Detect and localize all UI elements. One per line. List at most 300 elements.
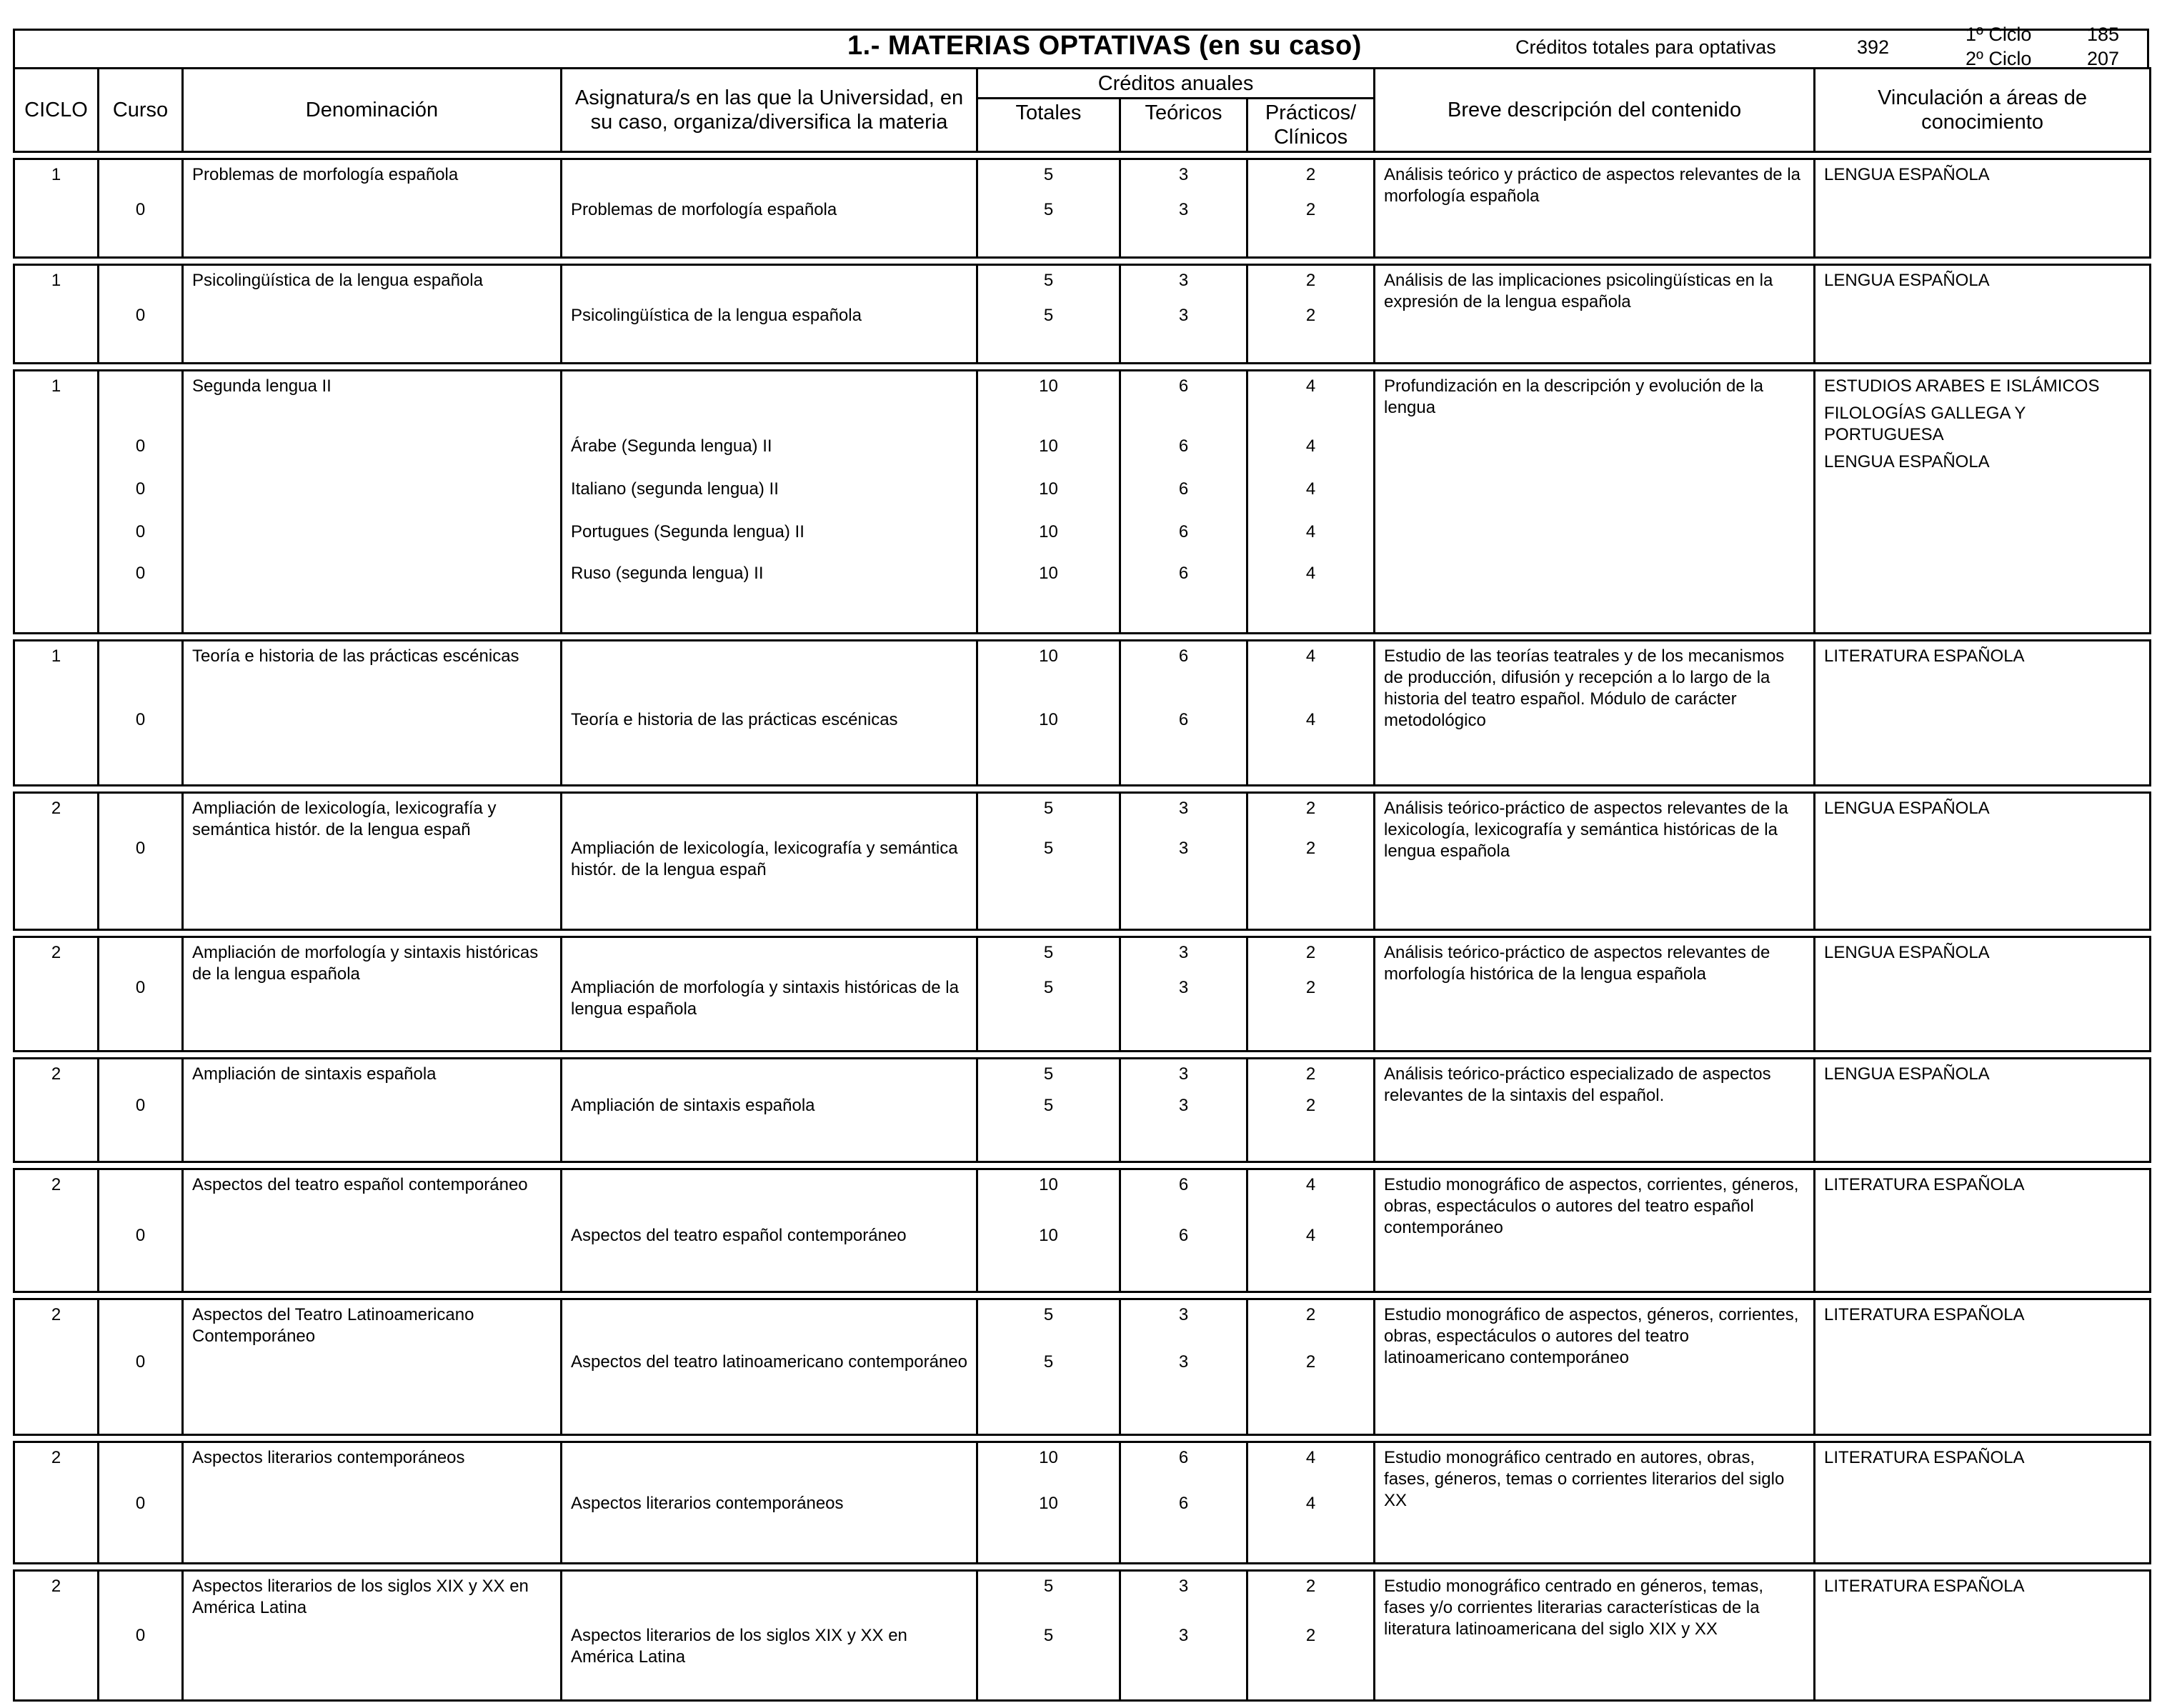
cell-ciclo [14,1442,99,1564]
ciclo-value: 2 [51,799,61,818]
sub-credit-teoricos: 6 [1178,436,1189,456]
asignatura-name: Problemas de morfología española [571,200,837,219]
sub-credit-teoricos: 3 [1178,1626,1189,1645]
cell-practicos [1247,159,1375,258]
materia-name: Segunda lengua II [192,376,332,396]
cell-practicos [1247,793,1375,930]
descripcion-text: Análisis de las implicaciones psicolingüísticas en la expresión de la lengua española [1384,271,1773,311]
sub-credit-teoricos: 6 [1178,564,1189,583]
materia-name: Psicolingüística de la lengua española [192,271,483,290]
area-conocimiento: FILOLOGÍAS GALLEGA Y PORTUGUESA [1824,404,2026,444]
materia-row [14,265,2151,364]
cell-totales [977,371,1120,634]
materias-table [13,67,2151,1708]
sub-credit-totales: 5 [1043,1096,1054,1115]
row-gap [14,1052,2151,1059]
area-conocimiento: LENGUA ESPAÑOLA [1824,943,1990,962]
sub-credit-totales: 5 [1043,1352,1054,1372]
credit-teoricos: 3 [1178,799,1189,818]
sub-credit-practicos: 2 [1305,1626,1316,1645]
materia-row [14,793,2151,930]
cell-ciclo [14,793,99,930]
cell-vinculacion [1815,371,2151,634]
sub-credit-practicos: 2 [1305,1096,1316,1115]
credit-totales: 5 [1043,1064,1054,1084]
cell-curso [99,1571,183,1701]
curso-value: 0 [135,1226,146,1245]
cell-ciclo [14,371,99,634]
header-totales: Totales [977,99,1120,152]
asignatura-name: Psicolingüística de la lengua española [571,306,862,325]
cell-totales [977,159,1120,258]
credit-teoricos: 6 [1178,1175,1189,1194]
row-gap [14,1435,2151,1442]
credit-totales: 10 [1039,1448,1058,1467]
ciclo-value: 1 [51,271,61,290]
cell-descripcion [1375,1299,1815,1435]
descripcion-text: Profundización en la descripción y evolución de la lengua [1384,376,1764,417]
sub-credit-totales: 10 [1039,710,1058,729]
cell-curso [99,937,183,1052]
row-gap [14,1292,2151,1299]
descripcion-text: Análisis teórico-práctico de aspectos relevantes de morfología histórica de la lengua española [1384,943,1770,984]
cell-ciclo [14,1299,99,1435]
credit-practicos: 2 [1305,271,1316,290]
cell-asignatura [562,1059,977,1162]
materias-body [14,159,2151,1708]
header-creditos-anuales: Créditos anuales [977,69,1375,99]
curso-value: 0 [135,564,146,583]
sub-credit-teoricos: 6 [1178,1226,1189,1245]
cell-denominacion [183,1442,562,1564]
area-conocimiento: LENGUA ESPAÑOLA [1824,1064,1990,1084]
row-gap-cell [14,1435,2151,1442]
asignatura-name: Ampliación de lexicología, lexicografía y semántica histór. de la lengua españ [571,839,958,879]
asignatura-name: Ruso (segunda lengua) II [571,564,764,583]
cell-teoricos [1120,1059,1247,1162]
sub-credit-teoricos: 6 [1178,479,1189,499]
cell-teoricos [1120,937,1247,1052]
cell-vinculacion [1815,1059,2151,1162]
sub-credit-practicos: 2 [1305,839,1316,858]
materia-row [14,1571,2151,1701]
credit-practicos: 2 [1305,1064,1316,1084]
curso-value: 0 [135,1096,146,1115]
materia-row [14,641,2151,786]
cell-totales [977,1442,1120,1564]
credit-practicos: 2 [1305,1577,1316,1596]
row-gap [14,930,2151,937]
materia-row [14,1442,2151,1564]
cell-denominacion [183,371,562,634]
cell-vinculacion [1815,793,2151,930]
cell-curso [99,1299,183,1435]
row-gap-cell [14,634,2151,641]
sub-credit-totales: 5 [1043,200,1054,219]
materia-name: Aspectos literarios contemporáneos [192,1448,465,1467]
sub-credit-teoricos: 6 [1178,710,1189,729]
cell-curso [99,265,183,364]
cell-denominacion [183,1299,562,1435]
cell-vinculacion [1815,1442,2151,1564]
area-conocimiento: LITERATURA ESPAÑOLA [1824,646,2025,666]
descripcion-text: Análisis teórico-práctico de aspectos relevantes de la lexicología, lexicografía y semántica históricas de la lengua española [1384,799,1788,861]
sub-credit-teoricos: 6 [1178,1494,1189,1513]
materia-name: Aspectos literarios de los siglos XIX y XX en América Latina [192,1577,529,1617]
curso-value: 0 [135,1494,146,1513]
sub-credit-practicos: 4 [1305,522,1316,541]
materia-row [14,159,2151,258]
materia-row [14,1299,2151,1435]
header-teoricos: Teóricos [1120,99,1247,152]
cell-descripcion [1375,1169,1815,1292]
materia-name: Ampliación de sintaxis española [192,1064,437,1084]
cell-denominacion [183,793,562,930]
cell-teoricos [1120,641,1247,786]
curso-value: 0 [135,839,146,858]
sub-credit-totales: 10 [1039,479,1058,499]
materia-name: Aspectos del teatro español contemporáneo [192,1175,528,1194]
cell-ciclo [14,159,99,258]
asignatura-name: Portugues (Segunda lengua) II [571,522,804,541]
cell-descripcion [1375,937,1815,1052]
materia-row [14,1059,2151,1162]
header-ciclo: CICLO [14,69,99,152]
cell-curso [99,159,183,258]
credit-teoricos: 6 [1178,1448,1189,1467]
cell-vinculacion [1815,1571,2151,1701]
cell-totales [977,1169,1120,1292]
cell-descripcion [1375,265,1815,364]
cell-descripcion [1375,793,1815,930]
document-page [13,24,2149,1667]
materia-name: Ampliación de morfología y sintaxis históricas de la lengua española [192,943,539,984]
row-gap [14,786,2151,793]
asignatura-name: Ampliación de sintaxis española [571,1096,815,1115]
credit-totales: 10 [1039,376,1058,396]
cell-denominacion [183,1059,562,1162]
cell-ciclo [14,641,99,786]
credit-teoricos: 3 [1178,1577,1189,1596]
credit-practicos: 4 [1305,376,1316,396]
sub-credit-teoricos: 3 [1178,1352,1189,1372]
row-gap-cell [14,786,2151,793]
row-gap-cell [14,1701,2151,1708]
cell-practicos [1247,1059,1375,1162]
area-conocimiento: LENGUA ESPAÑOLA [1824,271,1990,290]
curso-value: 0 [135,436,146,456]
credit-teoricos: 6 [1178,376,1189,396]
sub-credit-teoricos: 3 [1178,839,1189,858]
credit-teoricos: 3 [1178,943,1189,962]
sub-credit-practicos: 4 [1305,1494,1316,1513]
cell-teoricos [1120,1442,1247,1564]
cell-denominacion [183,1169,562,1292]
cell-totales [977,1299,1120,1435]
descripcion-text: Análisis teórico y práctico de aspectos relevantes de la morfología española [1384,165,1801,206]
cell-curso [99,371,183,634]
asignatura-name: Aspectos del teatro latinoamericano contemporáneo [571,1352,967,1372]
descripcion-text: Estudio de las teorías teatrales y de los mecanismos de producción, difusión y recepción a lo largo de la historia del teatro español. Módulo de carácter metodológico [1384,646,1785,730]
cell-curso [99,793,183,930]
credit-practicos: 4 [1305,1448,1316,1467]
asignatura-name: Árabe (Segunda lengua) II [571,436,772,456]
cell-teoricos [1120,1571,1247,1701]
cell-curso [99,641,183,786]
cell-totales [977,1059,1120,1162]
cell-denominacion [183,937,562,1052]
credit-teoricos: 6 [1178,646,1189,666]
cell-totales [977,265,1120,364]
credit-totales: 5 [1043,799,1054,818]
asignatura-name: Teoría e historia de las prácticas escénicas [571,710,898,729]
cycle2-value: 207 [2087,48,2120,69]
cell-descripcion [1375,1442,1815,1564]
cell-teoricos [1120,159,1247,258]
descripcion-text: Análisis teórico-práctico especializado de aspectos relevantes de la sintaxis del español. [1384,1064,1771,1105]
curso-value: 0 [135,200,146,219]
cell-vinculacion [1815,937,2151,1052]
credit-practicos: 2 [1305,165,1316,184]
row-gap [14,258,2151,265]
sub-credit-teoricos: 3 [1178,200,1189,219]
cycle1-label: 1º Ciclo [1966,24,2032,45]
sub-credit-totales: 5 [1043,839,1054,858]
cell-descripcion [1375,1059,1815,1162]
area-conocimiento: LITERATURA ESPAÑOLA [1824,1175,2025,1194]
credit-totales: 5 [1043,165,1054,184]
descripcion-text: Estudio monográfico de aspectos, géneros, corrientes, obras, espectáculos o autores del teatro latinoamericano contemporáneo [1384,1305,1799,1367]
sub-credit-totales: 5 [1043,1626,1054,1645]
cell-teoricos [1120,793,1247,930]
cell-asignatura [562,937,977,1052]
header-curso: Curso [99,69,183,152]
asignatura-name: Ampliación de morfología y sintaxis históricas de la lengua española [571,978,959,1019]
area-conocimiento: ESTUDIOS ARABES E ISLÁMICOS [1824,376,2100,396]
sub-credit-practicos: 2 [1305,306,1316,325]
cell-practicos [1247,1299,1375,1435]
cell-teoricos [1120,1299,1247,1435]
credit-teoricos: 3 [1178,165,1189,184]
header-denominacion: Denominación [183,69,562,152]
cycle2-label: 2º Ciclo [1966,48,2032,69]
sub-credit-practicos: 4 [1305,1226,1316,1245]
cell-ciclo [14,265,99,364]
ciclo-value: 2 [51,1064,61,1084]
ciclo-value: 1 [51,646,61,666]
row-gap-cell [14,1162,2151,1169]
cell-curso [99,1442,183,1564]
sub-credit-totales: 5 [1043,306,1054,325]
sub-credit-totales: 5 [1043,978,1054,997]
credit-practicos: 2 [1305,943,1316,962]
cell-teoricos [1120,1169,1247,1292]
cell-practicos [1247,1571,1375,1701]
cell-totales [977,641,1120,786]
cell-descripcion [1375,641,1815,786]
row-gap [14,364,2151,371]
materia-row [14,1169,2151,1292]
asignatura-name: Aspectos literarios contemporáneos [571,1494,844,1513]
materia-row [14,937,2151,1052]
credit-practicos: 2 [1305,799,1316,818]
area-conocimiento: LENGUA ESPAÑOLA [1824,799,1990,818]
credit-teoricos: 3 [1178,271,1189,290]
sub-credit-totales: 10 [1039,1494,1058,1513]
cell-denominacion [183,1571,562,1701]
credit-totales: 10 [1039,646,1058,666]
header-descripcion: Breve descripción del contenido [1375,69,1815,152]
sub-credit-practicos: 2 [1305,978,1316,997]
sub-credit-practicos: 2 [1305,1352,1316,1372]
row-gap [14,1701,2151,1708]
row-gap-cell [14,1564,2151,1571]
sub-credit-practicos: 4 [1305,479,1316,499]
cell-teoricos [1120,371,1247,634]
sub-credit-totales: 10 [1039,522,1058,541]
cell-vinculacion [1815,1299,2151,1435]
row-gap-cell [14,1052,2151,1059]
cell-asignatura [562,1571,977,1701]
curso-value: 0 [135,479,146,499]
curso-value: 0 [135,306,146,325]
row-gap-cell [14,930,2151,937]
row-gap [14,1564,2151,1571]
cell-totales [977,1571,1120,1701]
cell-totales [977,793,1120,930]
curso-value: 0 [135,710,146,729]
curso-value: 0 [135,1352,146,1372]
cell-asignatura [562,641,977,786]
credits-total: 392 [1857,36,1890,58]
credit-teoricos: 3 [1178,1064,1189,1084]
ciclo-value: 2 [51,1577,61,1596]
row-gap [14,1162,2151,1169]
materia-name: Teoría e historia de las prácticas escénicas [192,646,519,666]
area-conocimiento: LENGUA ESPAÑOLA [1824,165,1990,184]
curso-value: 0 [135,522,146,541]
sub-credit-practicos: 4 [1305,436,1316,456]
cell-asignatura [562,371,977,634]
cell-vinculacion [1815,265,2151,364]
cell-practicos [1247,1442,1375,1564]
cell-vinculacion [1815,641,2151,786]
asignatura-name: Italiano (segunda lengua) II [571,479,779,499]
credit-practicos: 4 [1305,646,1316,666]
descripcion-text: Estudio monográfico centrado en géneros, temas, fases y/o corrientes literarias características de la literatura latinoamericana del siglo XIX y XX [1384,1577,1764,1639]
cell-curso [99,1059,183,1162]
cell-ciclo [14,937,99,1052]
cell-practicos [1247,1169,1375,1292]
row-gap [14,634,2151,641]
asignatura-name: Aspectos del teatro español contemporáneo [571,1226,907,1245]
credit-totales: 5 [1043,271,1054,290]
cell-totales [977,937,1120,1052]
sub-credit-totales: 10 [1039,564,1058,583]
cell-denominacion [183,265,562,364]
page-title: 1.- MATERIAS OPTATIVAS (en su caso) [847,31,1362,61]
credit-teoricos: 3 [1178,1305,1189,1324]
sub-credit-teoricos: 3 [1178,978,1189,997]
descripcion-text: Estudio monográfico de aspectos, corrientes, géneros, obras, espectáculos o autores del teatro español contemporáneo [1384,1175,1799,1237]
cell-vinculacion [1815,1169,2151,1292]
ciclo-value: 2 [51,1448,61,1467]
ciclo-value: 1 [51,376,61,396]
materia-row [14,371,2151,634]
area-conocimiento: LENGUA ESPAÑOLA [1824,452,1990,471]
asignatura-name: Aspectos literarios de los siglos XIX y XX en América Latina [571,1626,907,1667]
sub-credit-teoricos: 3 [1178,306,1189,325]
credit-practicos: 2 [1305,1305,1316,1324]
header-practicos: Prácticos/ Clínicos [1247,99,1375,152]
descripcion-text: Estudio monográfico centrado en autores, obras, fases, géneros, temas o corrientes literarios del siglo XX [1384,1448,1785,1510]
credits-label: Créditos totales para optativas [1515,36,1776,58]
cell-ciclo [14,1571,99,1701]
area-conocimiento: LITERATURA ESPAÑOLA [1824,1448,2025,1467]
sub-credit-teoricos: 3 [1178,1096,1189,1115]
sub-credit-practicos: 4 [1305,710,1316,729]
area-conocimiento: LITERATURA ESPAÑOLA [1824,1305,2025,1324]
header-vinculacion: Vinculación a áreas de conocimiento [1815,69,2151,152]
row-gap-cell [14,364,2151,371]
cell-practicos [1247,641,1375,786]
credit-practicos: 4 [1305,1175,1316,1194]
cell-vinculacion [1815,159,2151,258]
cell-asignatura [562,1299,977,1435]
credit-totales: 5 [1043,1577,1054,1596]
curso-value: 0 [135,978,146,997]
cell-practicos [1247,265,1375,364]
curso-value: 0 [135,1626,146,1645]
materia-name: Aspectos del Teatro Latinoamericano Contemporáneo [192,1305,474,1346]
materia-name: Problemas de morfología española [192,165,459,184]
cell-ciclo [14,1169,99,1292]
materia-name: Ampliación de lexicología, lexicografía y semántica histór. de la lengua españ [192,799,497,839]
sub-credit-practicos: 4 [1305,564,1316,583]
sub-credit-totales: 10 [1039,1226,1058,1245]
cell-asignatura [562,1169,977,1292]
cell-denominacion [183,641,562,786]
credit-totales: 10 [1039,1175,1058,1194]
cell-asignatura [562,1442,977,1564]
ciclo-value: 1 [51,165,61,184]
cell-descripcion [1375,1571,1815,1701]
cell-asignatura [562,793,977,930]
cell-practicos [1247,371,1375,634]
cell-denominacion [183,159,562,258]
row-gap-cell [14,1292,2151,1299]
sub-credit-totales: 10 [1039,436,1058,456]
cell-curso [99,1169,183,1292]
cell-ciclo [14,1059,99,1162]
sub-credit-teoricos: 6 [1178,522,1189,541]
cell-descripcion [1375,159,1815,258]
ciclo-value: 2 [51,943,61,962]
cell-practicos [1247,937,1375,1052]
header-asignatura: Asignatura/s en las que la Universidad, en su caso, organiza/diversifica la materia [562,69,977,152]
cell-descripcion [1375,371,1815,634]
cell-asignatura [562,159,977,258]
header-bar [13,24,2149,69]
credit-totales: 5 [1043,943,1054,962]
credit-totales: 5 [1043,1305,1054,1324]
cell-teoricos [1120,265,1247,364]
row-gap-cell [14,258,2151,265]
sub-credit-practicos: 2 [1305,200,1316,219]
ciclo-value: 2 [51,1175,61,1194]
cell-asignatura [562,265,977,364]
area-conocimiento: LITERATURA ESPAÑOLA [1824,1577,2025,1596]
